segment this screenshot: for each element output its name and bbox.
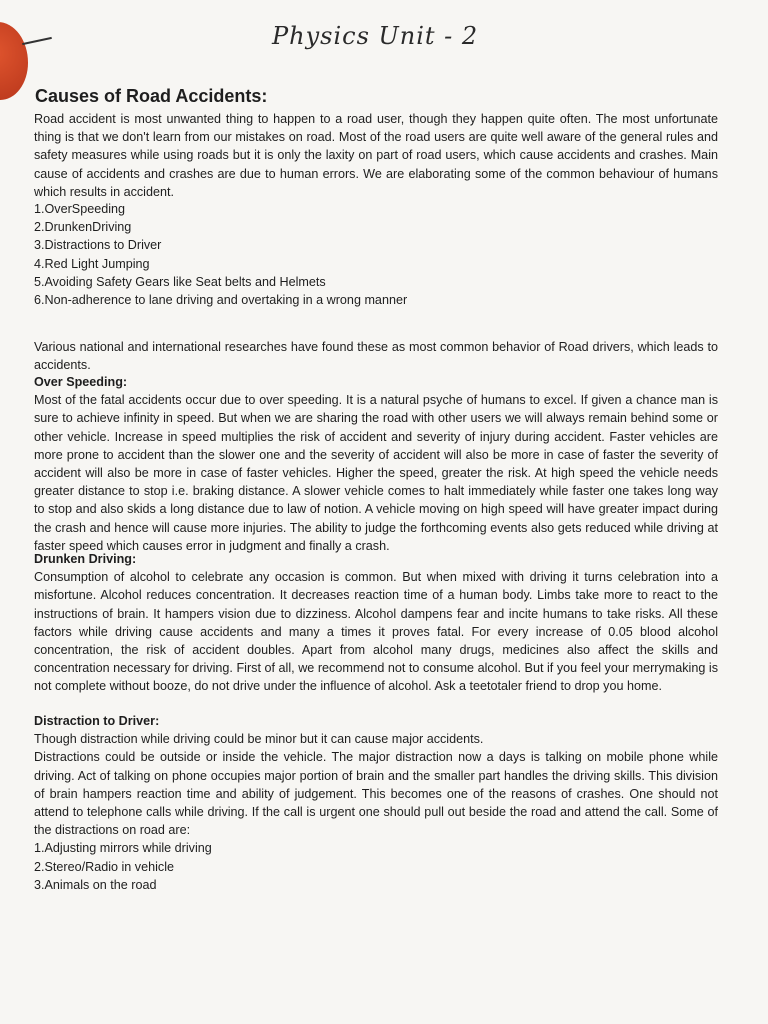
section-title: Distraction to Driver: <box>34 714 160 728</box>
distraction-section <box>34 712 718 894</box>
margin-stroke <box>22 37 52 45</box>
section-line: Though distraction while driving could be minor but it can cause major accidents. <box>34 732 484 747</box>
section-text: Consumption of alcohol to celebrate any occasion is common. But when mixed with driving it turns celebration into a misfortune. Alcohol reduces concentration. It decreases reaction time of a human body. Limbs take more to react to the instructions of brain. It hampers vision due to dizziness. Alcohol dampens fear and incite humans to take risks. All these factors while driving cause accidents and many a times it proves fatal. For every increase of 0.05 blood alcohol concentration, the risk of accident doubles. Apart from alcohol many drugs, medicines also affect the skills and concentration necessary for driving. First of all, we recommend not to consume alcohol. But if you feel your merrymaking is not complete without booze, do not drive under the influence of alcohol. Ask a teetotaler friend to drop you home. <box>34 570 718 694</box>
causes-list <box>34 200 407 309</box>
section-text: Distractions could be outside or inside the vehicle. The major distraction now a days is talking on mobile phone while driving. Act of talking on phone occupies major portion of brain and the smaller part handles the driving skills. This division of brain hampers reaction time and ability of judgement. This becomes one of the reasons of crashes. One should not attend to telephone calls while driving. If the call is urgent one should pull out beside the road and attend the call. Some of the distractions on road are: <box>34 750 718 838</box>
section-title: Over Speeding: <box>34 375 128 389</box>
list-item: 1.OverSpeeding <box>34 202 126 216</box>
list-item: 5.Avoiding Safety Gears like Seat belts and Helmets <box>34 274 326 289</box>
page-heading: Causes of Road Accidents: <box>35 86 268 106</box>
intro-paragraph: Road accident is most unwanted thing to happen to a road user, though they happen quite often. The most unfortunate thing is that we don't learn from our mistakes on road. Most of the road users are quite well aware of the general rules and safety measures while using roads but it is only the laxity on part of road users, which cause accidents and crashes. Main cause of accidents and crashes are due to human errors. We are elaborating some of the common behaviour of humans which results in accident. <box>34 112 718 199</box>
leaf-sticker-icon <box>0 22 28 100</box>
list-item: 3.Animals on the road <box>34 877 157 892</box>
research-paragraph: Various national and international researches have found these as most common behavior of Road drivers, which leads to accidents. <box>34 340 718 373</box>
list-item: 4.Red Light Jumping <box>34 256 150 271</box>
list-item: 6.Non-adherence to lane driving and overtaking in a wrong manner <box>34 293 408 308</box>
list-item: 2.Stereo/Radio in vehicle <box>34 859 175 874</box>
section-text: Most of the fatal accidents occur due to over speeding. It is a natural psyche of humans to excel. If given a chance man is sure to achieve infinity in speed. But when we are sharing the road with other users we will always remain behind some or other vehicle. Increase in speed multiplies the risk of accident and severity of injury during accident. Faster vehicles are more prone to accident than the slower one and the severity of accident will also be more in case of faster the severity of accident will also be more in case of faster vehicles. Higher the speed, greater the risk. At high speed the vehicle needs greater distance to stop i.e. braking distance. A slower vehicle comes to halt immediately while faster one takes long way to stop and also skids a long distance due to law of notion. A vehicle moving on high speed will have greater impact during the crash and hence will cause more injuries. The ability to judge the forthcoming events also gets reduced while driving at faster speed which causes error in judgment and finally a crash. <box>34 393 718 553</box>
list-item: 1.Adjusting mirrors while driving <box>34 841 212 856</box>
over-speeding-section <box>34 373 718 555</box>
section-title: Drunken Driving: <box>34 552 137 566</box>
drunken-driving-section <box>34 550 718 696</box>
handwritten-title: Physics Unit - 2 <box>272 22 479 50</box>
list-item: 2.DrunkenDriving <box>34 220 132 235</box>
list-item: 3.Distractions to Driver <box>34 238 162 253</box>
